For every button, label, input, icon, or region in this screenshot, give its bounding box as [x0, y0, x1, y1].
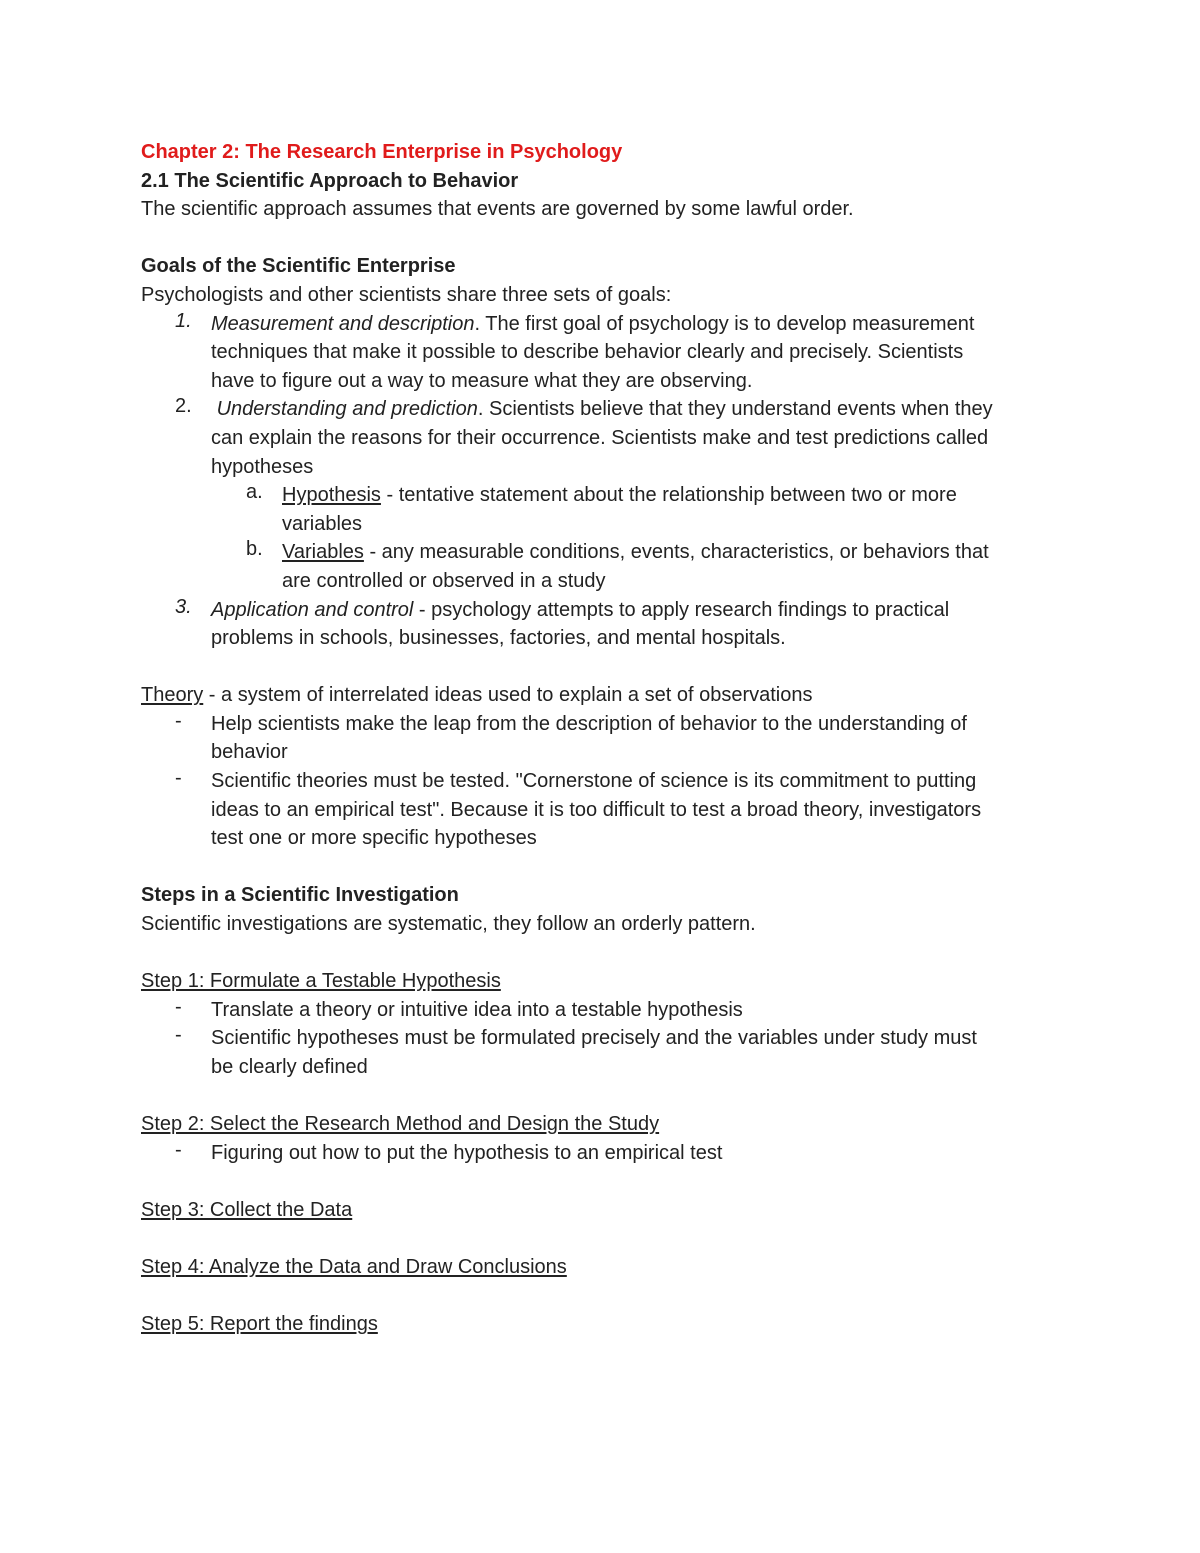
section-heading: 2.1 The Scientific Approach to Behavior [141, 169, 519, 192]
spacer [141, 1167, 1071, 1196]
bullet-text: ideas to an empirical test". Because it is too difficult to test a broad theory, investigators [211, 798, 982, 821]
spacer [141, 653, 1071, 682]
step-5-title: Step 5: Report the findings [141, 1313, 378, 1336]
goal-text: . Scientists believe that they understand events when they [477, 398, 993, 421]
sub-item-text: - tentative statement about the relationship between two or more [380, 484, 957, 507]
goals-intro: Psychologists and other scientists share three sets of goals: [141, 283, 672, 306]
step-2-title: Step 2: Select the Research Method and Design the Study [141, 1113, 660, 1136]
bullet-dash: - [175, 1024, 182, 1047]
goal-text: have to figure out a way to measure what they are observing. [211, 369, 753, 392]
theory-bullet-1 [141, 710, 1071, 767]
sub-item-a [141, 481, 1071, 538]
list-marker: a. [246, 481, 263, 504]
bullet-dash: - [175, 1138, 182, 1161]
chapter-title: Chapter 2: The Research Enterprise in Psychology [141, 141, 623, 163]
spacer [141, 939, 1071, 968]
theory-bullet-2 [141, 767, 1071, 853]
term-theory: Theory [141, 684, 204, 707]
spacer [141, 1082, 1071, 1111]
step-4-title: Step 4: Analyze the Data and Draw Conclusions [141, 1256, 567, 1279]
section-paragraph: The scientific approach assumes that events are governed by some lawful order. [141, 198, 854, 221]
goal-text: can explain the reasons for their occurrence. Scientists make and test predictions called [211, 426, 989, 449]
bullet-dash: - [175, 709, 182, 732]
term-variables: Variables [282, 541, 364, 564]
bullet-text: Scientific hypotheses must be formulated precisely and the variables under study must [211, 1027, 977, 1050]
bullet-text: behavior [211, 741, 288, 764]
theory-text: - a system of interrelated ideas used to explain a set of observations [203, 684, 813, 707]
goal-item-1 [141, 310, 1071, 396]
goal-term: Application and control [211, 598, 414, 621]
steps-heading: Steps in a Scientific Investigation [141, 884, 459, 907]
document-page [141, 138, 1071, 1339]
steps-intro: Scientific investigations are systematic, they follow an orderly pattern. [141, 913, 756, 936]
step-1-title: Step 1: Formulate a Testable Hypothesis [141, 970, 501, 993]
sub-item-text: are controlled or observed in a study [282, 569, 606, 592]
goals-heading: Goals of the Scientific Enterprise [141, 255, 456, 278]
goal-item-3 [141, 596, 1071, 653]
bullet-dash: - [175, 995, 182, 1018]
bullet-text: Translate a theory or intuitive idea into a testable hypothesis [211, 998, 743, 1021]
goal-text: techniques that make it possible to describe behavior clearly and precisely. Scientists [211, 341, 964, 364]
bullet-text: test one or more specific hypotheses [211, 827, 537, 850]
bullet-text: Figuring out how to put the hypothesis to an empirical test [211, 1141, 723, 1164]
bullet-text: be clearly defined [211, 1056, 368, 1078]
sub-item-text: - any measurable conditions, events, characteristics, or behaviors that [363, 541, 989, 564]
step-1-bullet-2 [141, 1024, 1071, 1081]
list-marker: b. [246, 538, 263, 561]
step-1-bullet-1 [141, 996, 1071, 1025]
theory-definition [141, 681, 1071, 710]
goal-term: Understanding and prediction [216, 398, 478, 421]
goal-text: . The first goal of psychology is to develop measurement [474, 312, 975, 335]
list-marker: 2. [175, 395, 192, 418]
bullet-text: Scientific theories must be tested. "Cornerstone of science is its commitment to putting [211, 770, 977, 793]
term-hypothesis: Hypothesis [282, 484, 381, 507]
spacer [141, 853, 1071, 882]
bullet-dash: - [175, 767, 182, 790]
list-marker: 3. [175, 595, 192, 618]
step-3-title: Step 3: Collect the Data [141, 1198, 353, 1221]
goal-item-2 [141, 395, 1071, 481]
step-2-bullet-1 [141, 1139, 1071, 1168]
sub-item-text: variables [282, 512, 363, 535]
spacer [141, 1282, 1071, 1311]
goal-text: - psychology attempts to apply research findings to practical [413, 598, 950, 621]
list-marker: 1. [175, 309, 192, 332]
spacer [141, 224, 1071, 253]
goal-text: hypotheses [211, 455, 314, 478]
bullet-text: Help scientists make the leap from the description of behavior to the understanding of [211, 712, 967, 735]
spacer [141, 1225, 1071, 1254]
sub-item-b [141, 538, 1071, 595]
goal-text: problems in schools, businesses, factories, and mental hospitals. [211, 627, 786, 650]
goal-term: Measurement and description [211, 312, 475, 335]
